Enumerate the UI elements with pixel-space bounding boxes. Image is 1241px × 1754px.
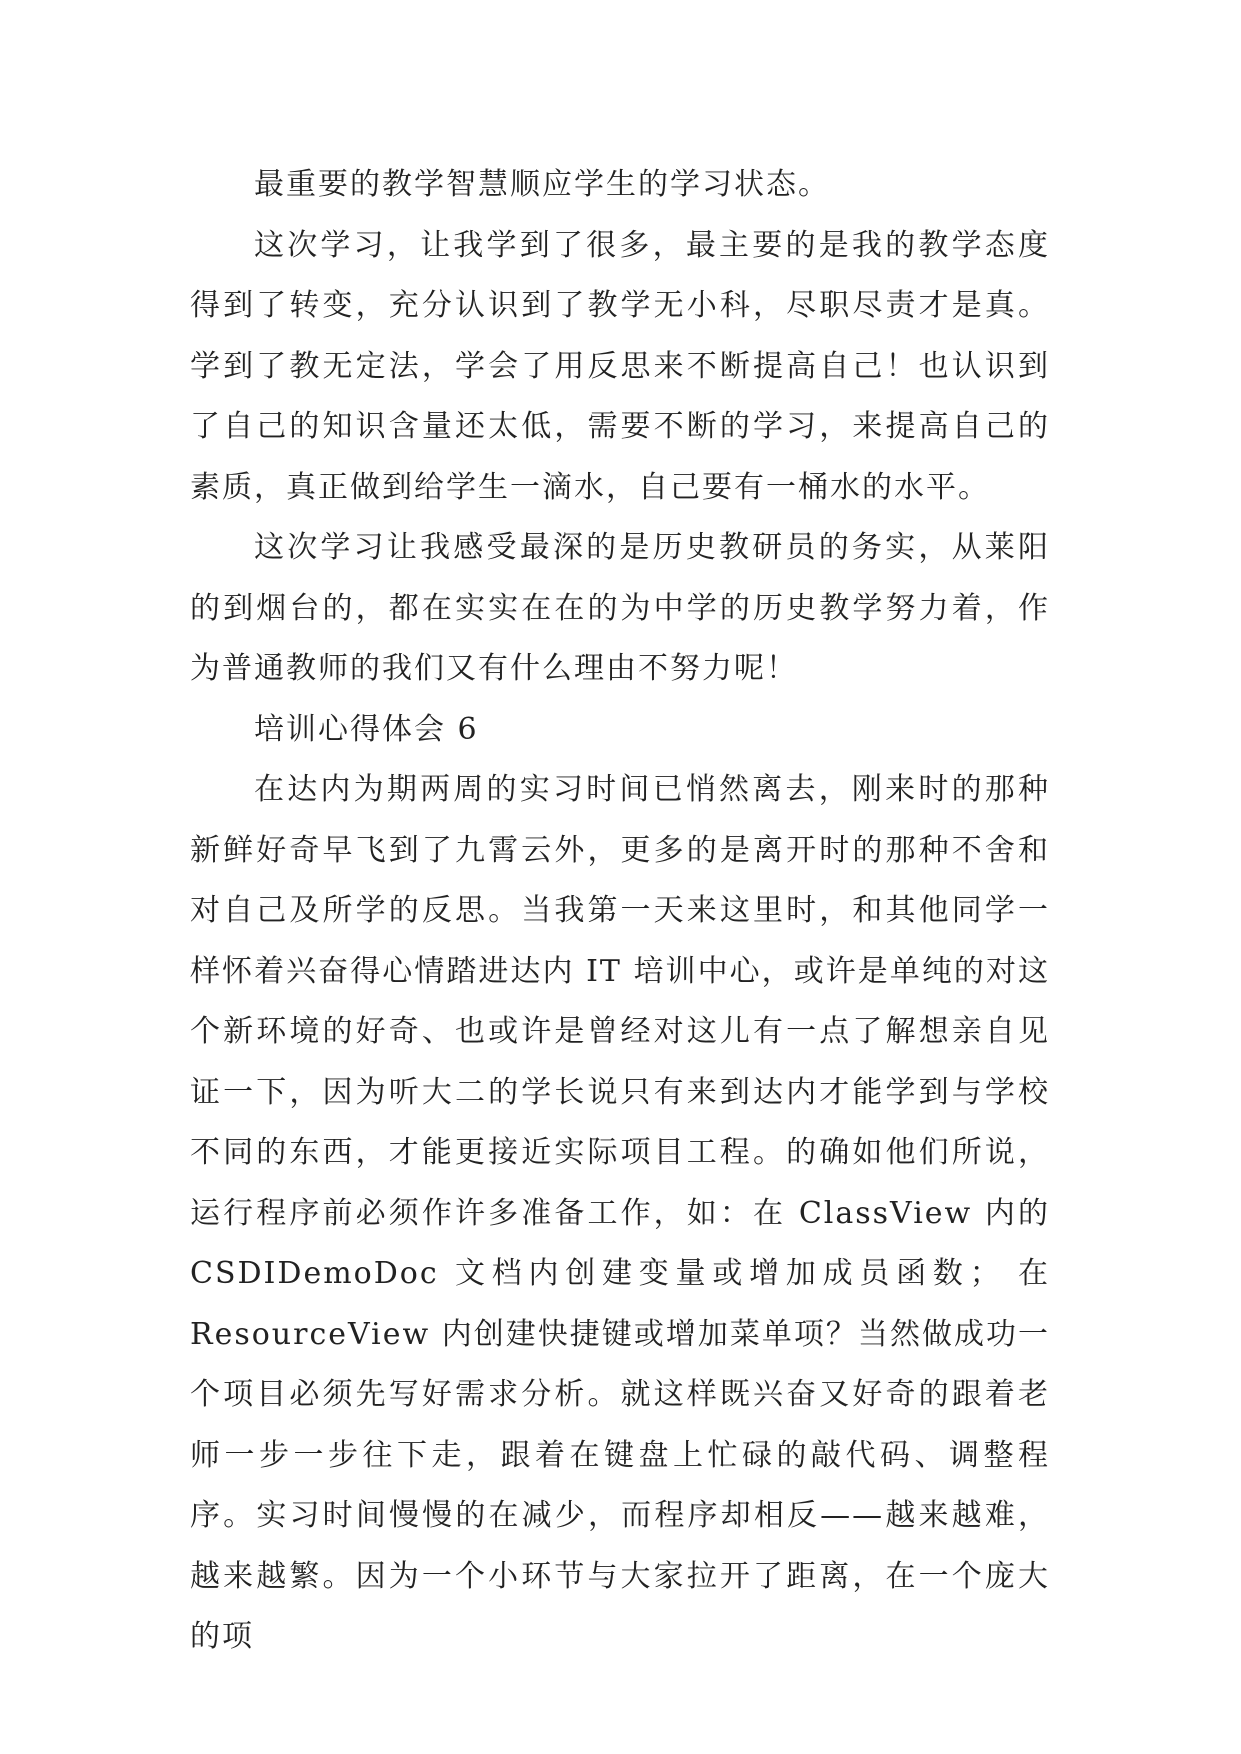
paragraph-3: 这次学习让我感受最深的是历史教研员的务实，从莱阳的到烟台的，都在实实在在的为中学的历史教学努力着，作为普通教师的我们又有什么理由不努力呢！ <box>190 530 1050 686</box>
paragraph-1: 最重要的教学智慧顺应学生的学习状态。 <box>254 167 830 202</box>
document-body <box>190 155 1050 1668</box>
paragraph-5: 在达内为期两周的实习时间已悄然离去，刚来时的那种新鲜好奇早飞到了九霄云外，更多的是离开时的那种不舍和对自己及所学的反思。当我第一天来这里时，和其他同学一样怀着兴奋得心情踏进达内 IT 培训中心，或许是单纯的对这个新环境的好奇、也或许是曾经对这儿有一点了解想亲自见证一下，因为听大二的学长说只有来到达内才能学到与学校不同的东西，才能更接近实际项目工程。的确如他们所说，运行程序前必须作许多准备工作，如：在 ClassView 内的 CSDIDemoDoc 文档内创建变量或增加成员函数； 在 ResourceView 内创建快捷键或增加菜单项？当然做成功一个项目必须先写好需求分析。就这样既兴奋又好奇的跟着老师一步一步往下走，跟着在键盘上忙碌的敲代码、调整程序。实习时间慢慢的在减少，而程序却相反——越来越难，越来越繁。因为一个小环节与大家拉开了距离，在一个庞大的项 <box>190 772 1050 1654</box>
section-heading: 培训心得体会 6 <box>254 711 479 747</box>
paragraph-2: 这次学习，让我学到了很多，最主要的是我的教学态度得到了转变，充分认识到了教学无小科，尽职尽责才是真。学到了教无定法，学会了用反思来不断提高自己！也认识到了自己的知识含量还太低，需要不断的学习，来提高自己的素质，真正做到给学生一滴水，自己要有一桶水的水平。 <box>190 227 1050 505</box>
